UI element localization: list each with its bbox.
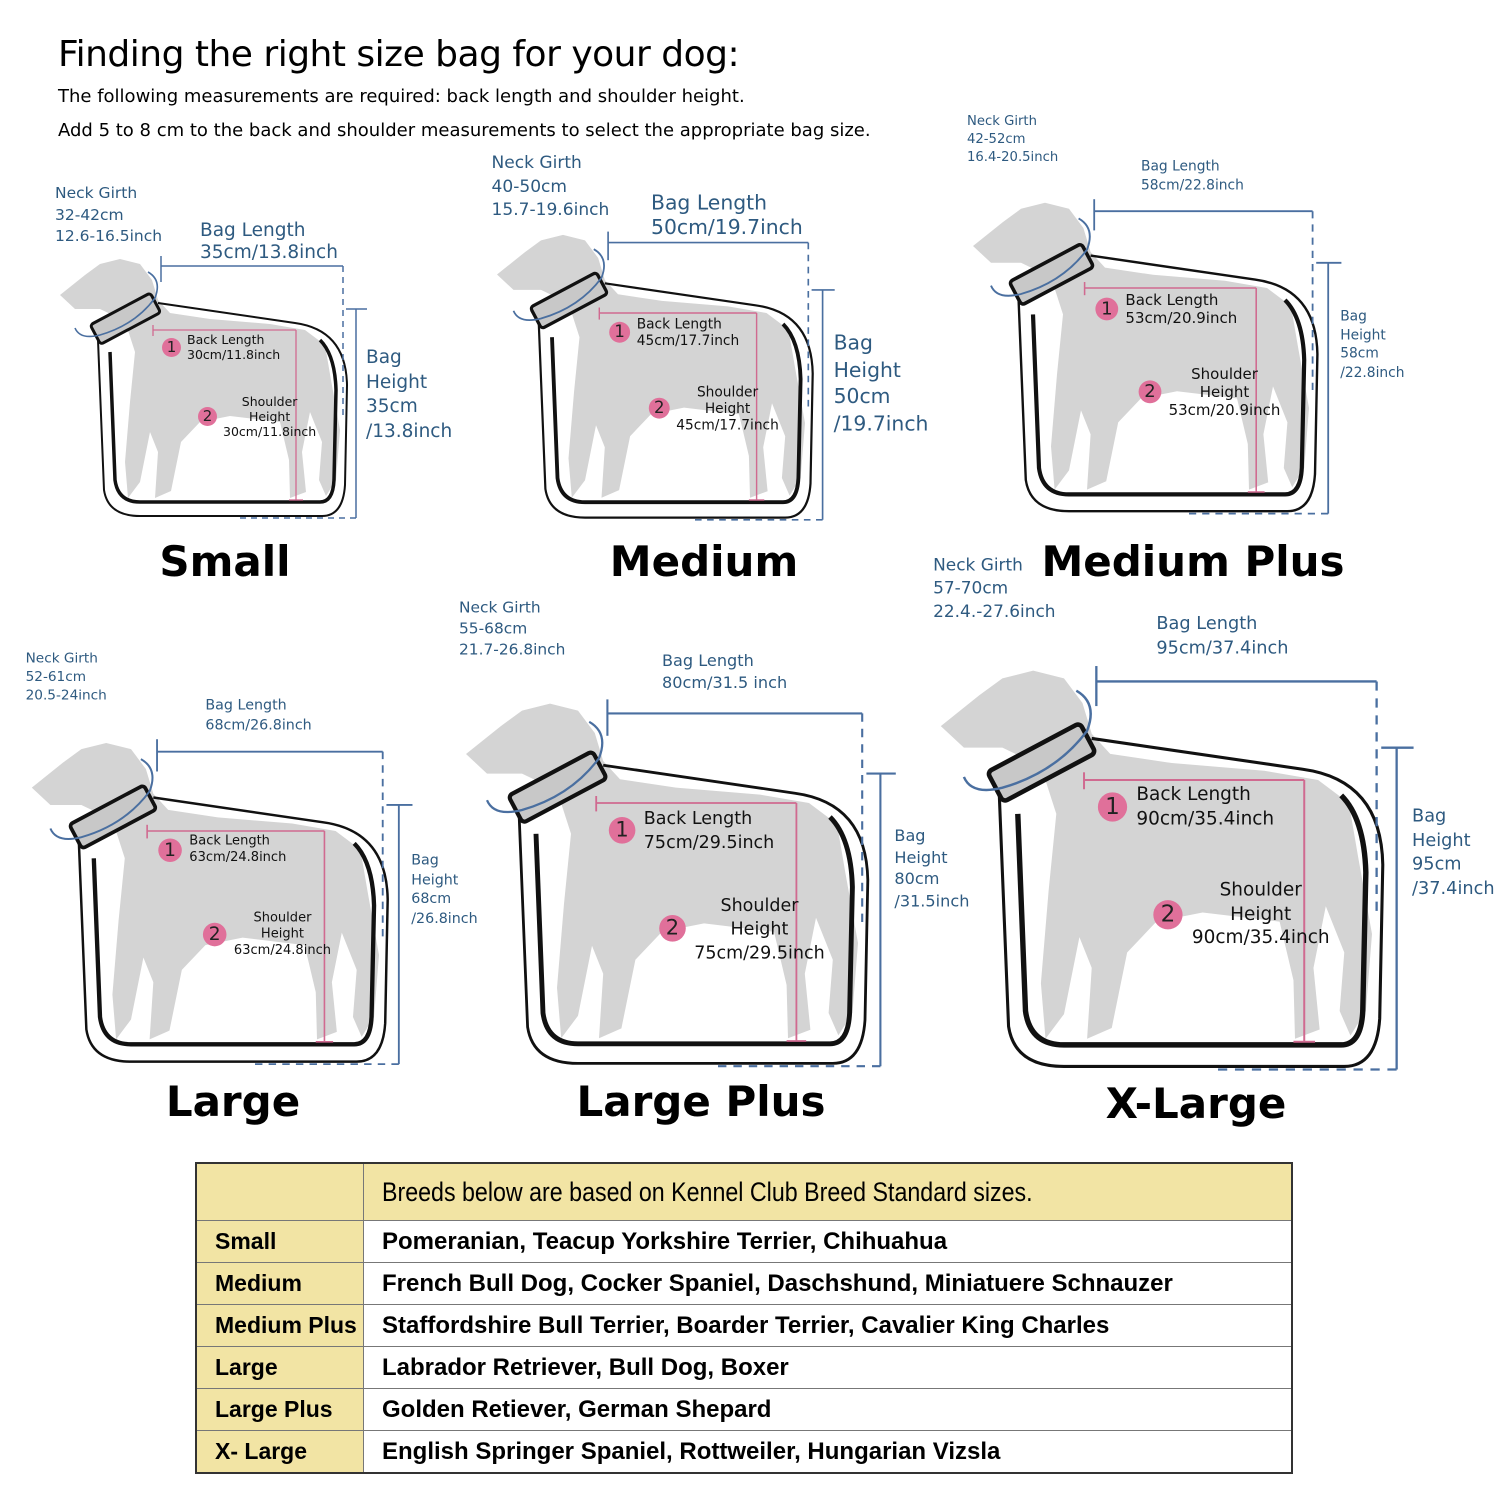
measurement-text: 80cm/31.5 inch bbox=[662, 672, 788, 693]
measurement-text: Back Length bbox=[1125, 290, 1219, 309]
back-length-marker bbox=[162, 332, 280, 362]
measurement-text: Shoulder bbox=[253, 910, 312, 926]
measurement-text: 30cm/11.8inch bbox=[187, 347, 281, 362]
measurement-text: 57-70cm bbox=[933, 578, 1009, 599]
measurement-text: 80cm bbox=[894, 868, 940, 889]
bag-length-label bbox=[200, 220, 338, 264]
marker-2-badge: 2 bbox=[1153, 900, 1182, 929]
measurement-text: 63cm/24.8inch bbox=[189, 849, 287, 865]
back-length-marker bbox=[158, 833, 286, 865]
bag-length-label bbox=[651, 192, 803, 240]
measurement-text: Height bbox=[1230, 902, 1292, 924]
measurement-text: Bag bbox=[366, 347, 402, 368]
measurement-text: Shoulder bbox=[241, 394, 298, 409]
bag-height-label bbox=[834, 331, 929, 439]
measurement-text: Height bbox=[411, 870, 459, 888]
measurement-text: Height bbox=[260, 926, 304, 942]
size-title-x-large: X-Large bbox=[1105, 1079, 1287, 1128]
measurement-text: /19.7inch bbox=[833, 412, 929, 436]
measurement-text: Shoulder bbox=[720, 894, 799, 915]
bag-length-label bbox=[205, 695, 311, 735]
measurement-text: Neck Girth bbox=[25, 649, 98, 667]
measurement-text: Height bbox=[833, 358, 901, 382]
marker-2-badge: 2 bbox=[203, 923, 227, 947]
marker-2-badge: 2 bbox=[198, 407, 217, 426]
measurement-text: 45cm/17.7inch bbox=[676, 416, 779, 433]
measurement-text: Bag Length bbox=[662, 650, 754, 670]
shoulder-height-marker bbox=[649, 383, 779, 432]
measurement-text: 40-50cm bbox=[491, 176, 568, 196]
measurement-text: 52-61cm bbox=[25, 668, 87, 685]
measurement-text: 30cm/11.8inch bbox=[223, 424, 317, 439]
size-title-small: Small bbox=[159, 537, 291, 586]
measurement-text: /22.8inch bbox=[1340, 363, 1405, 380]
marker-1-badge: 1 bbox=[1098, 792, 1127, 821]
marker-1-badge: 1 bbox=[609, 816, 636, 843]
size-title-large-plus: Large Plus bbox=[576, 1077, 826, 1126]
size-title-medium: Medium bbox=[609, 537, 799, 586]
measurement-text: Shoulder bbox=[696, 383, 759, 400]
measurement-text: 45cm/17.7inch bbox=[636, 331, 740, 349]
measurement-text: Bag Length bbox=[200, 220, 306, 241]
measurement-text: 53cm/20.9inch bbox=[1168, 400, 1281, 419]
measurement-text: 16.4-20.5inch bbox=[967, 148, 1059, 165]
measurement-text: Neck Girth bbox=[55, 184, 138, 202]
measurement-text: 68cm/26.8inch bbox=[205, 715, 312, 734]
measurement-text: Bag Length bbox=[205, 695, 287, 714]
measurement-text: 58cm/22.8inch bbox=[1141, 176, 1244, 194]
measurement-text: Bag bbox=[411, 850, 439, 869]
measurement-text: Shoulder bbox=[1191, 364, 1258, 383]
bag-length-label bbox=[662, 649, 787, 694]
measurement-text: Neck Girth bbox=[491, 152, 582, 173]
measurement-text: 42-52cm bbox=[967, 130, 1026, 147]
size-title-large: Large bbox=[165, 1077, 301, 1126]
measurement-text: Back Length bbox=[643, 807, 753, 829]
measurement-text: 35cm/13.8inch bbox=[200, 242, 338, 263]
measurement-text: /37.4inch bbox=[1412, 876, 1495, 898]
neck-girth-label bbox=[26, 649, 107, 705]
measurement-text: 53cm/20.9inch bbox=[1125, 308, 1238, 327]
instructions-line-1: The following measurements are required: back length and shoulder height. bbox=[58, 86, 745, 107]
panel-medium-plus bbox=[949, 108, 1453, 540]
measurement-text: Back Length bbox=[1136, 783, 1251, 805]
measurement-text: 95cm/37.4inch bbox=[1156, 636, 1289, 659]
neck-girth-label bbox=[492, 151, 610, 222]
measurement-text: Bag bbox=[1340, 307, 1367, 324]
marker-2-badge: 2 bbox=[659, 915, 686, 942]
marker-1-badge: 1 bbox=[162, 338, 181, 357]
measurement-text: /26.8inch bbox=[411, 908, 478, 926]
measurement-text: 63cm/24.8inch bbox=[233, 942, 331, 958]
table-row: X- Large English Springer Spaniel, Rottweiler, Hungarian Vizsla bbox=[196, 1431, 1292, 1474]
table-row: Medium Plus Staffordshire Bull Terrier, Boarder Terrier, Cavalier King Charles bbox=[196, 1305, 1292, 1347]
shoulder-height-marker bbox=[659, 893, 824, 964]
measurement-text: Neck Girth bbox=[967, 112, 1037, 129]
measurement-text: Neck Girth bbox=[459, 598, 541, 617]
table-row: Large Plus Golden Retiever, German Shepard bbox=[196, 1389, 1292, 1431]
measurement-text: 20.5-24inch bbox=[25, 687, 107, 704]
measurement-text: 95cm bbox=[1412, 852, 1462, 874]
measurement-text: Shoulder bbox=[1219, 878, 1302, 901]
marker-1-badge: 1 bbox=[158, 838, 182, 862]
measurement-text: Height bbox=[704, 399, 751, 417]
measurement-text: Height bbox=[366, 371, 428, 393]
measurement-text: Height bbox=[1412, 828, 1471, 851]
measurement-text: Neck Girth bbox=[933, 555, 1023, 576]
measurement-text: 68cm bbox=[411, 889, 452, 907]
measurement-text: 35cm bbox=[366, 396, 418, 417]
measurement-text: /31.5inch bbox=[894, 890, 970, 911]
measurement-text: 50cm bbox=[833, 385, 891, 409]
panel-small bbox=[40, 180, 460, 540]
panel-x-large bbox=[910, 549, 1500, 1103]
measurement-text: Back Length bbox=[189, 833, 270, 849]
bag-height-label bbox=[1340, 307, 1404, 381]
neck-girth-label bbox=[459, 597, 565, 660]
table-header: Breeds below are based on Kennel Club Breed Standard sizes. bbox=[382, 1176, 1033, 1207]
neck-girth-label bbox=[933, 554, 1055, 623]
measurement-text: 21.7-26.8inch bbox=[459, 640, 566, 659]
measurement-text: 75cm/29.5inch bbox=[643, 831, 775, 852]
marker-2-badge: 2 bbox=[1139, 380, 1162, 403]
measurement-text: 90cm/35.4inch bbox=[1191, 926, 1330, 948]
marker-1-badge: 1 bbox=[1095, 297, 1118, 320]
measurement-text: 12.6-16.5inch bbox=[55, 227, 163, 245]
measurement-text: Bag bbox=[894, 825, 926, 845]
shoulder-height-marker bbox=[203, 910, 331, 958]
bag-height-label bbox=[1412, 805, 1495, 900]
measurement-text: Bag Length bbox=[1156, 612, 1258, 634]
breed-size-table bbox=[195, 1162, 1293, 1474]
measurement-text: Bag Length bbox=[1141, 157, 1220, 174]
neck-girth-label bbox=[55, 183, 162, 248]
measurement-text: 58cm bbox=[1340, 344, 1379, 362]
shoulder-height-marker bbox=[1153, 879, 1329, 951]
back-length-marker bbox=[1095, 290, 1237, 326]
back-length-marker bbox=[609, 315, 739, 348]
bag-length-label bbox=[1141, 156, 1244, 194]
shoulder-height-marker bbox=[1139, 365, 1281, 419]
back-length-marker bbox=[609, 806, 774, 854]
page-title: Finding the right size bag for your dog: bbox=[58, 34, 740, 75]
measurement-text: Bag Length bbox=[651, 192, 768, 216]
measurement-text: /13.8inch bbox=[366, 420, 453, 442]
shoulder-height-marker bbox=[198, 394, 316, 439]
table-row: Large Labrador Retriever, Bull Dog, Boxer bbox=[196, 1347, 1292, 1389]
measurement-text: 90cm/35.4inch bbox=[1136, 806, 1275, 829]
measurement-text: Height bbox=[894, 847, 948, 867]
measurement-text: Height bbox=[248, 409, 291, 424]
bag-height-label bbox=[366, 346, 452, 444]
measurement-text: Height bbox=[1199, 382, 1250, 401]
measurement-text: 75cm/29.5inch bbox=[694, 941, 825, 963]
table-row: Medium French Bull Dog, Cocker Spaniel, Daschshund, Miniatuere Schnauzer bbox=[196, 1263, 1292, 1305]
measurement-text: 15.7-19.6inch bbox=[491, 199, 610, 220]
table-header-row bbox=[196, 1163, 1292, 1221]
back-length-marker bbox=[1098, 783, 1274, 831]
measurement-text: Height bbox=[1340, 325, 1386, 343]
measurement-text: Back Length bbox=[187, 332, 265, 347]
instructions-line-2: Add 5 to 8 cm to the back and shoulder measurements to select the appropriate bag size. bbox=[58, 120, 871, 141]
size-title-medium-plus: Medium Plus bbox=[1041, 537, 1345, 586]
measurement-text: 22.4.-27.6inch bbox=[933, 601, 1056, 622]
measurement-text: 32-42cm bbox=[55, 205, 124, 224]
measurement-text: 50cm/19.7inch bbox=[651, 216, 803, 240]
bag-length-label bbox=[1156, 611, 1288, 660]
measurement-text: 55-68cm bbox=[459, 619, 528, 638]
marker-1-badge: 1 bbox=[609, 321, 630, 342]
neck-girth-label bbox=[967, 112, 1058, 166]
marker-2-badge: 2 bbox=[649, 398, 670, 419]
measurement-text: Back Length bbox=[636, 315, 722, 332]
measurement-text: Height bbox=[730, 917, 789, 939]
panel-medium bbox=[475, 148, 937, 544]
measurement-text: Bag bbox=[1412, 804, 1447, 827]
table-row: Small Pomeranian, Teacup Yorkshire Terrier, Chihuahua bbox=[196, 1221, 1292, 1263]
measurement-text: Bag bbox=[833, 331, 873, 355]
